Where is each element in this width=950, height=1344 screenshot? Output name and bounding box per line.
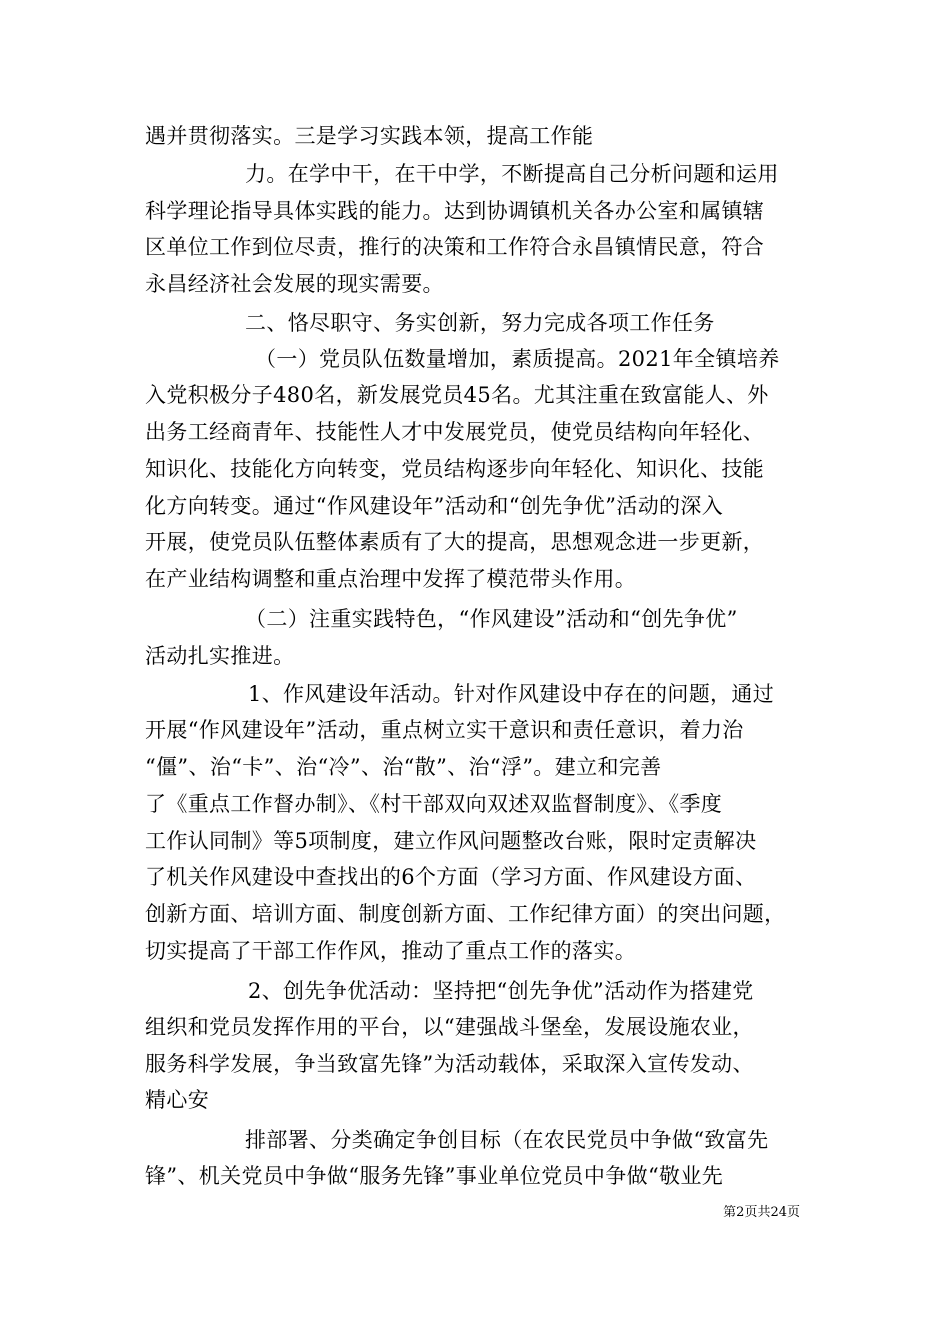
text-line: 排部署、分类确定争创目标（在农民党员中争做“致富先: [245, 1128, 769, 1152]
text-line: 区单位工作到位尽责，推行的决策和工作符合永昌镇情民意，符合: [145, 235, 765, 259]
text-line: 遇并贯彻落实。三是学习实践本领，提高工作能: [145, 124, 594, 148]
text-line: “僵”、治“卡”、治“冷”、治“散”、治“浮”。建立和完善: [145, 755, 662, 779]
text-line: 工作认同制》等5项制度，建立作风问题整改台账，限时定责解决: [145, 829, 757, 853]
section-heading: 二、恪尽职守、务实创新，努力完成各项工作任务: [245, 311, 715, 335]
page-number-footer: 第2页共24页: [723, 1205, 800, 1220]
text-line: 精心安: [145, 1088, 210, 1112]
text-line: 组织和党员发挥作用的平台，以“建强战斗堡垒，发展设施农业，: [145, 1015, 754, 1039]
text-line: 出务工经商青年、技能性人才中发展党员，使党员结构向年轻化、: [145, 420, 765, 444]
text-line: 化方向转变。通过“作风建设年”活动和“创先争优”活动的深入: [145, 494, 724, 518]
text-line: 1、作风建设年活动。针对作风建设中存在的问题，通过: [248, 682, 775, 706]
text-line: 创新方面、培训方面、制度创新方面、工作纪律方面）的突出问题，: [145, 902, 786, 926]
text-line: 永昌经济社会发展的现实需要。: [145, 272, 444, 296]
text-line: 开展，使党员队伍整体素质有了大的提高，思想观念进一步更新，: [145, 530, 765, 554]
text-line: 了机关作风建设中查找出的6个方面（学习方面、作风建设方面、: [145, 865, 757, 889]
text-line: 在产业结构调整和重点治理中发挥了模范带头作用。: [145, 567, 637, 591]
text-line: 了《重点工作督办制》、《村干部双向双述双监督制度》、《季度: [145, 792, 723, 816]
text-line: 2、创先争优活动：坚持把“创先争优”活动作为搭建党: [248, 979, 754, 1003]
text-line: 切实提高了干部工作作风，推动了重点工作的落实。: [145, 939, 637, 963]
text-line: 入党积极分子480名，新发展党员45名。尤其注重在致富能人、外: [145, 383, 769, 407]
text-line: 力。在学中干，在干中学，不断提高自己分析问题和运用: [245, 162, 779, 186]
text-line: 开展“作风建设年”活动，重点树立实干意识和责任意识，着力治: [145, 718, 744, 742]
text-line: 知识化、技能化方向转变，党员结构逐步向年轻化、知识化、技能: [145, 457, 765, 481]
text-line: 服务科学发展，争当致富先锋”为活动载体，采取深入宣传发动、: [145, 1052, 754, 1076]
text-line: 锋”、机关党员中争做“服务先锋”事业单位党员中争做“敬业先: [145, 1164, 724, 1188]
subsection-heading: （二）注重实践特色，“作风建设”活动和“创先争优”: [245, 607, 738, 631]
text-line: 科学理论指导具体实践的能力。达到协调镇机关各办公室和属镇辖: [145, 199, 765, 223]
text-line: 活动扎实推进。: [145, 644, 295, 668]
text-line: （一）党员队伍数量增加，素质提高。2021年全镇培养: [255, 347, 780, 371]
